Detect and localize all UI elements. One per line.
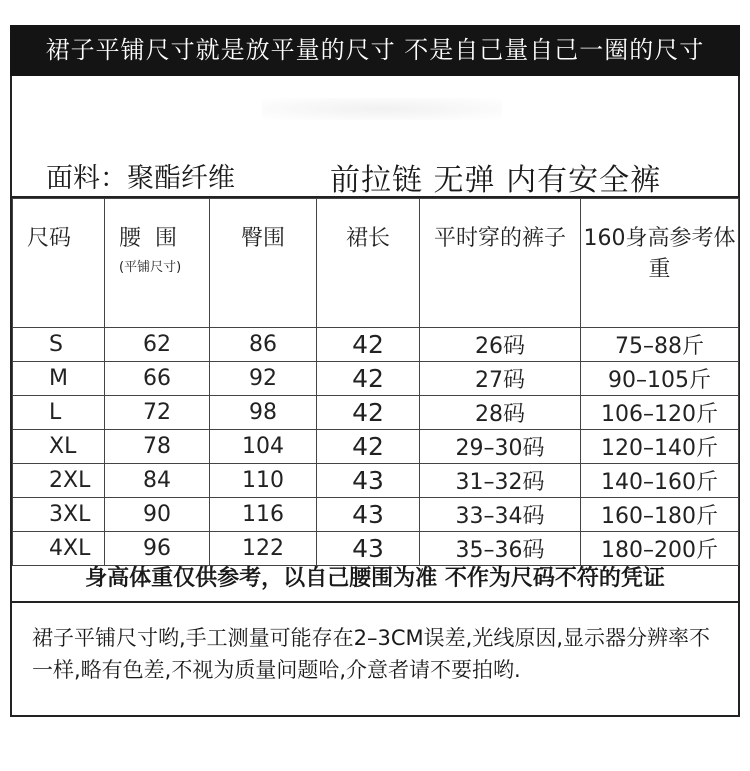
table-row (13, 430, 739, 464)
cell-length: 42 (317, 362, 420, 396)
cell-pants: 28码 (420, 396, 581, 430)
faded-watermark (262, 98, 502, 120)
cell-pants: 33–34码 (420, 498, 581, 532)
cell-length: 43 (317, 464, 420, 498)
cell-hip: 98 (210, 396, 317, 430)
header-waist (105, 199, 210, 328)
cell-weight: 75–88斤 (581, 328, 739, 362)
cell-size: M (13, 362, 105, 396)
header-waist-label: 腰围 (119, 226, 192, 251)
cell-weight: 180–200斤 (581, 532, 739, 566)
measurement-note: 裙子平铺尺寸哟,手工测量可能存在2–3CM误差,光线原因,显示器分辨率不一样,略有色差,不视为质量问题哈,介意者请不要拍哟. (32, 626, 711, 682)
cell-weight: 120–140斤 (581, 430, 739, 464)
cell-hip: 92 (210, 362, 317, 396)
disclaimer-line: 身高体重仅供参考，以自己腰围为准 不作为尺码不符的凭证 (12, 555, 738, 603)
cell-size: XL (13, 430, 105, 464)
cell-weight: 90–105斤 (581, 362, 739, 396)
cell-length: 42 (317, 430, 420, 464)
cell-size: 3XL (13, 498, 105, 532)
cell-waist: 72 (105, 396, 210, 430)
cell-pants: 27码 (420, 362, 581, 396)
header-hip: 臀围 (210, 199, 317, 328)
size-table (12, 198, 739, 566)
table-header-row (13, 199, 739, 328)
header-waist-sub: (平铺尺寸) (119, 260, 182, 275)
cell-hip: 104 (210, 430, 317, 464)
header-pants: 平时穿的裤子 (420, 199, 581, 328)
cell-weight: 160–180斤 (581, 498, 739, 532)
top-banner: 裙子平铺尺寸就是放平量的尺寸 不是自己量自己一圈的尺寸 (10, 25, 740, 76)
header-ref-weight: 160身高参考体重 (581, 199, 739, 328)
cell-length: 42 (317, 328, 420, 362)
cell-hip: 86 (210, 328, 317, 362)
cell-length: 43 (317, 532, 420, 566)
cell-size: 2XL (13, 464, 105, 498)
cell-waist: 84 (105, 464, 210, 498)
table-row (13, 362, 739, 396)
cell-size: 4XL (13, 532, 105, 566)
cell-length: 43 (317, 498, 420, 532)
header-size: 尺码 (13, 199, 105, 328)
cell-size: S (13, 328, 105, 362)
cell-waist: 78 (105, 430, 210, 464)
cell-weight: 140–160斤 (581, 464, 739, 498)
fabric-features: 前拉链 无弹 内有安全裤 (330, 163, 662, 198)
cell-weight: 106–120斤 (581, 396, 739, 430)
cell-pants: 35–36码 (420, 532, 581, 566)
cell-pants: 29–30码 (420, 430, 581, 464)
header-length: 裙长 (317, 199, 420, 328)
cell-pants: 31–32码 (420, 464, 581, 498)
cell-waist: 62 (105, 328, 210, 362)
cell-waist: 96 (105, 532, 210, 566)
cell-size: L (13, 396, 105, 430)
cell-length: 42 (317, 396, 420, 430)
cell-hip: 110 (210, 464, 317, 498)
cell-hip: 116 (210, 498, 317, 532)
table-row (13, 328, 739, 362)
table-row (13, 396, 739, 430)
table-row (13, 498, 739, 532)
table-row (13, 464, 739, 498)
material-section (12, 76, 738, 198)
cell-waist: 90 (105, 498, 210, 532)
cell-hip: 122 (210, 532, 317, 566)
cell-pants: 26码 (420, 328, 581, 362)
cell-waist: 66 (105, 362, 210, 396)
fabric-label: 面料：聚酯纤维 (46, 163, 235, 194)
